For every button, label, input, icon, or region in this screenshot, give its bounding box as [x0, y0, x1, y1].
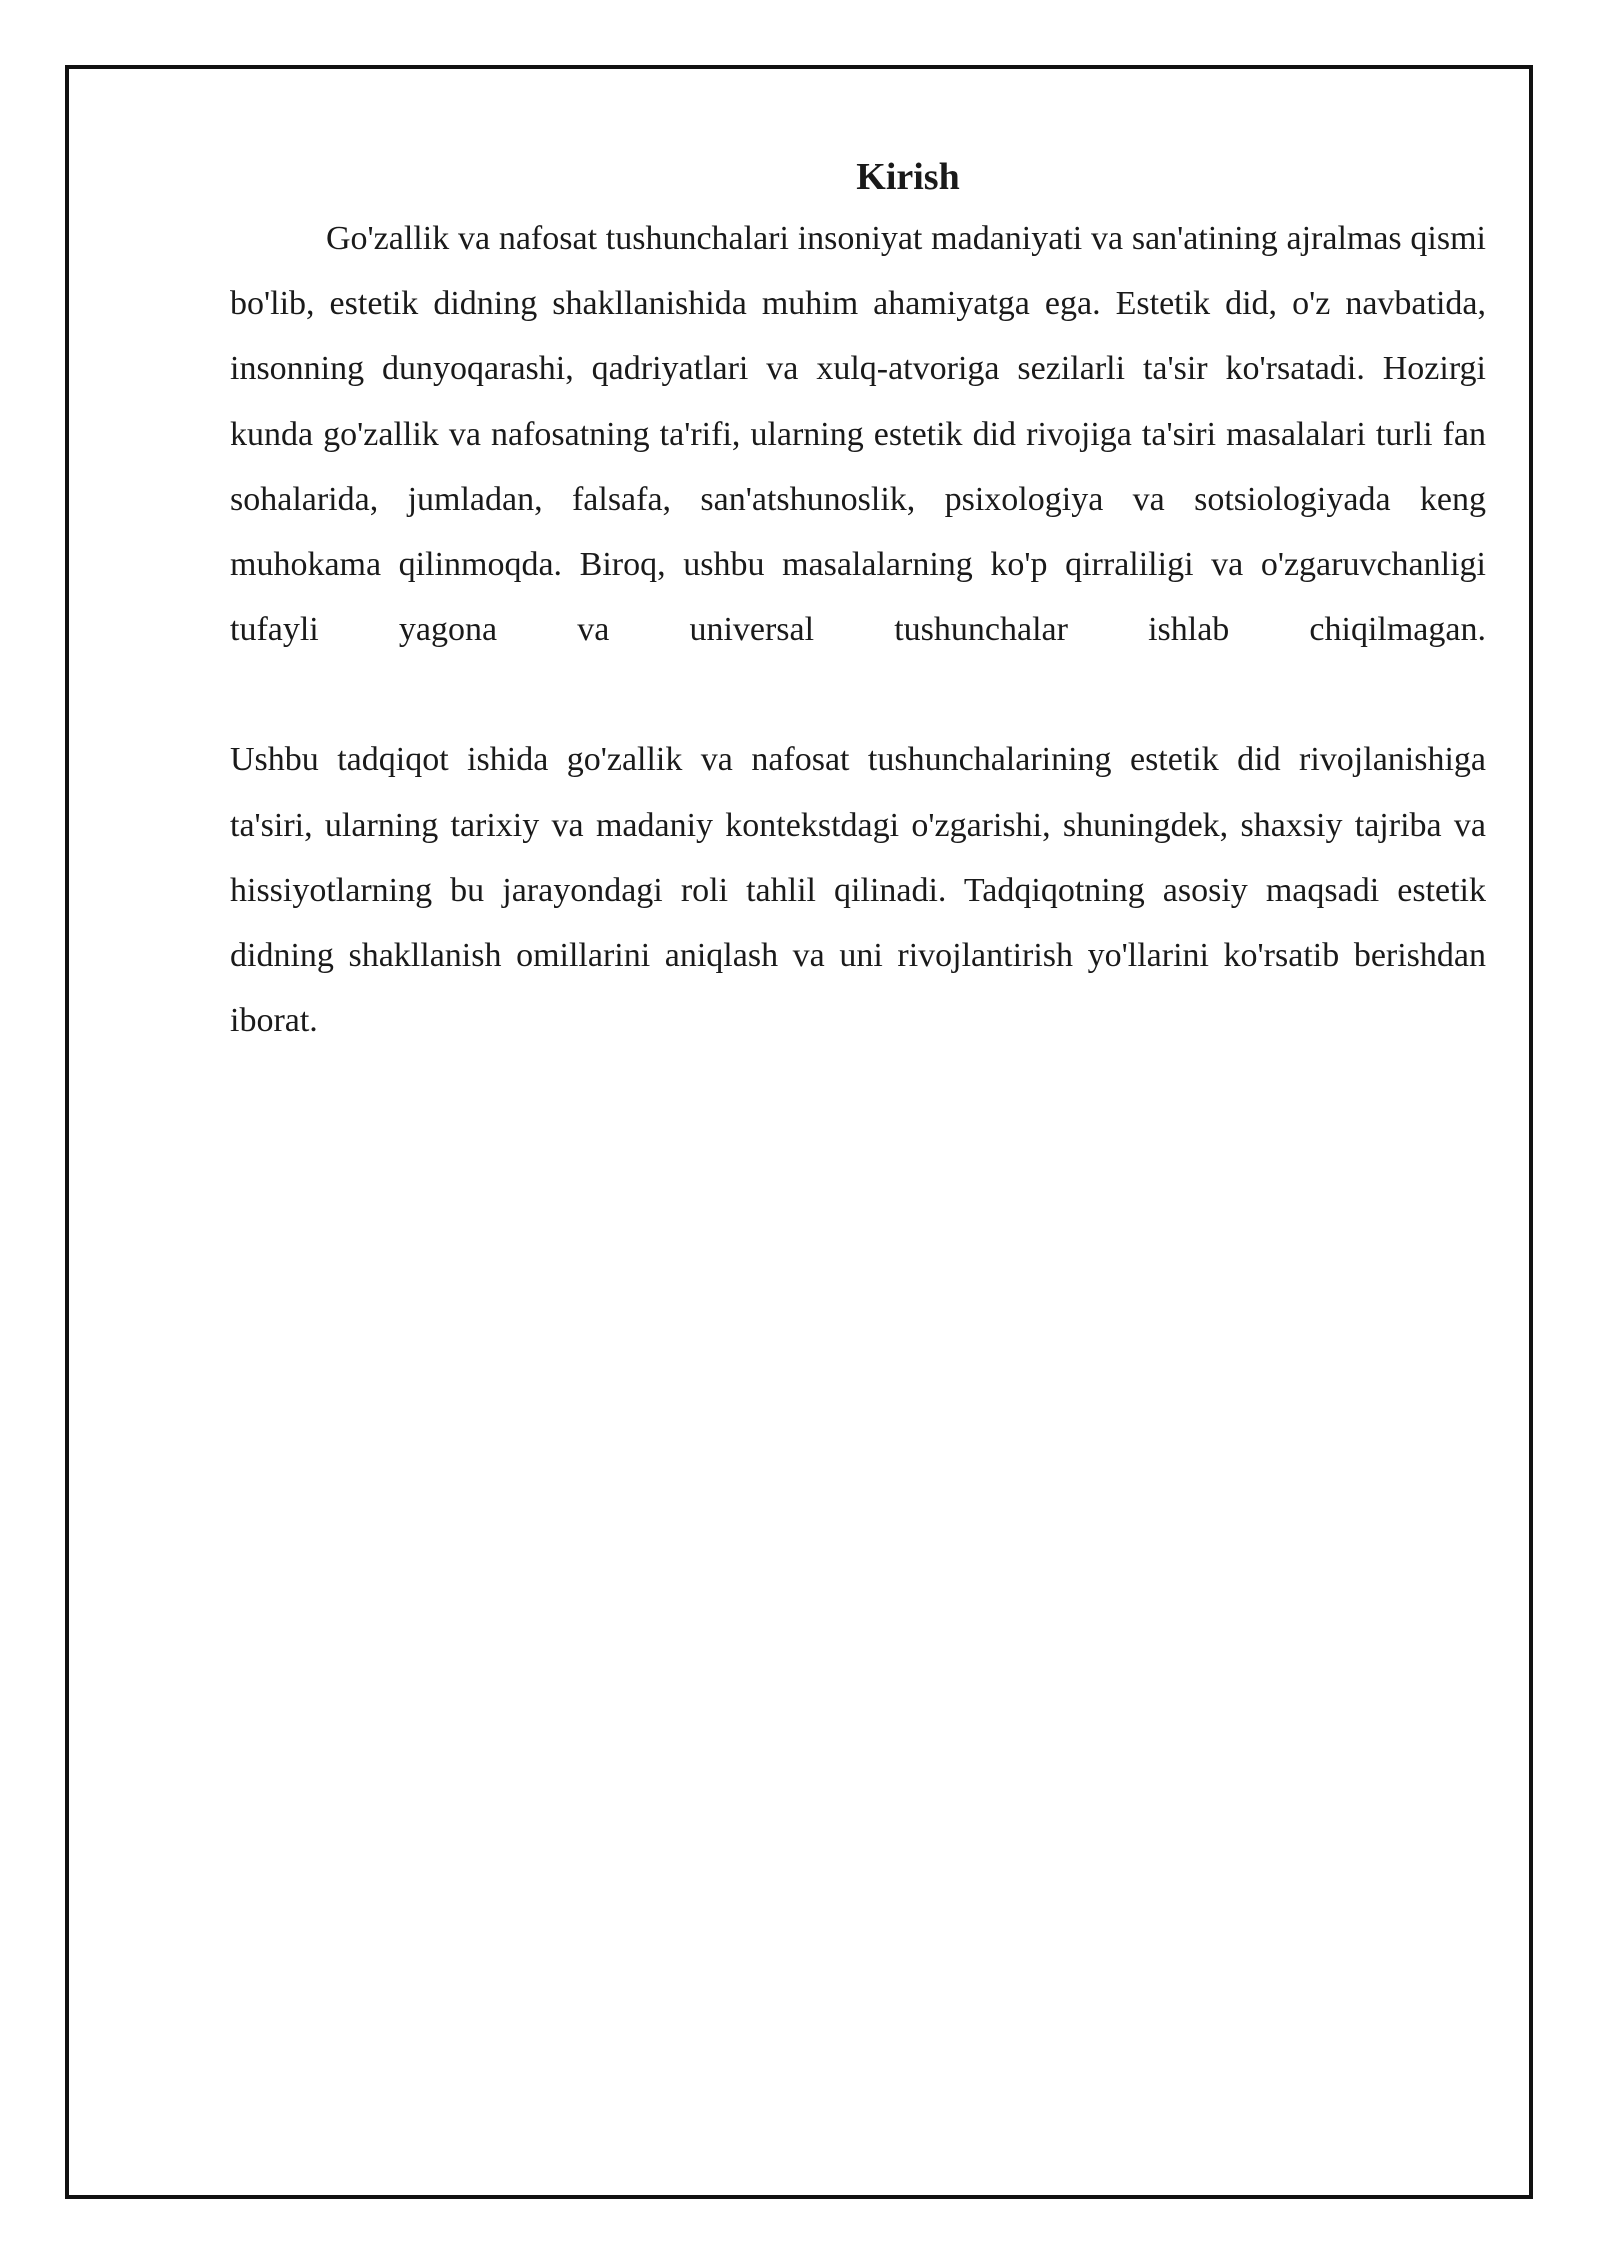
paragraph-research: Ushbu tadqiqot ishida go'zallik va nafosat tushunchalarining estetik did rivojlanishiga ta'siri, ularning tarixiy va madaniy kontekstdagi o'zgarishi, shuningdek, shaxsiy tajriba va hissiyotlarning bu jarayondagi roli tahlil qilinadi. Tadqiqotning asosiy maqsadi estetik didning shakllanish omillarini aniqlash va uni rivojlantirish yo'llarini ko'rsatib berishdan iborat.	[230, 741, 1486, 1040]
document-body	[230, 148, 1486, 1053]
page-title: Kirish	[856, 156, 960, 198]
paragraph-intro: Go'zallik va nafosat tushunchalari insoniyat madaniyati va san'atining ajralmas qismi bo'lib, estetik didning shakllanishida muhim ahamiyatga ega. Estetik did, o'z navbatida, insonning dunyoqarashi, qadriyatlari va xulq-atvoriga sezilarli ta'sir ko'rsatadi. Hozirgi kunda go'zallik va nafosatning ta'rifi, ularning estetik did rivojiga ta'siri masalalari turli fan sohalarida, jumladan, falsafa, san'atshunoslik, psixologiya va sotsiologiyada keng muhokama qilinmoqda. Biroq, ushbu masalalarning ko'p qirraliligi va o'zgaruvchanligi tufayli yagona va universal tushunchalar ishlab chiqilmagan.	[230, 220, 1486, 649]
